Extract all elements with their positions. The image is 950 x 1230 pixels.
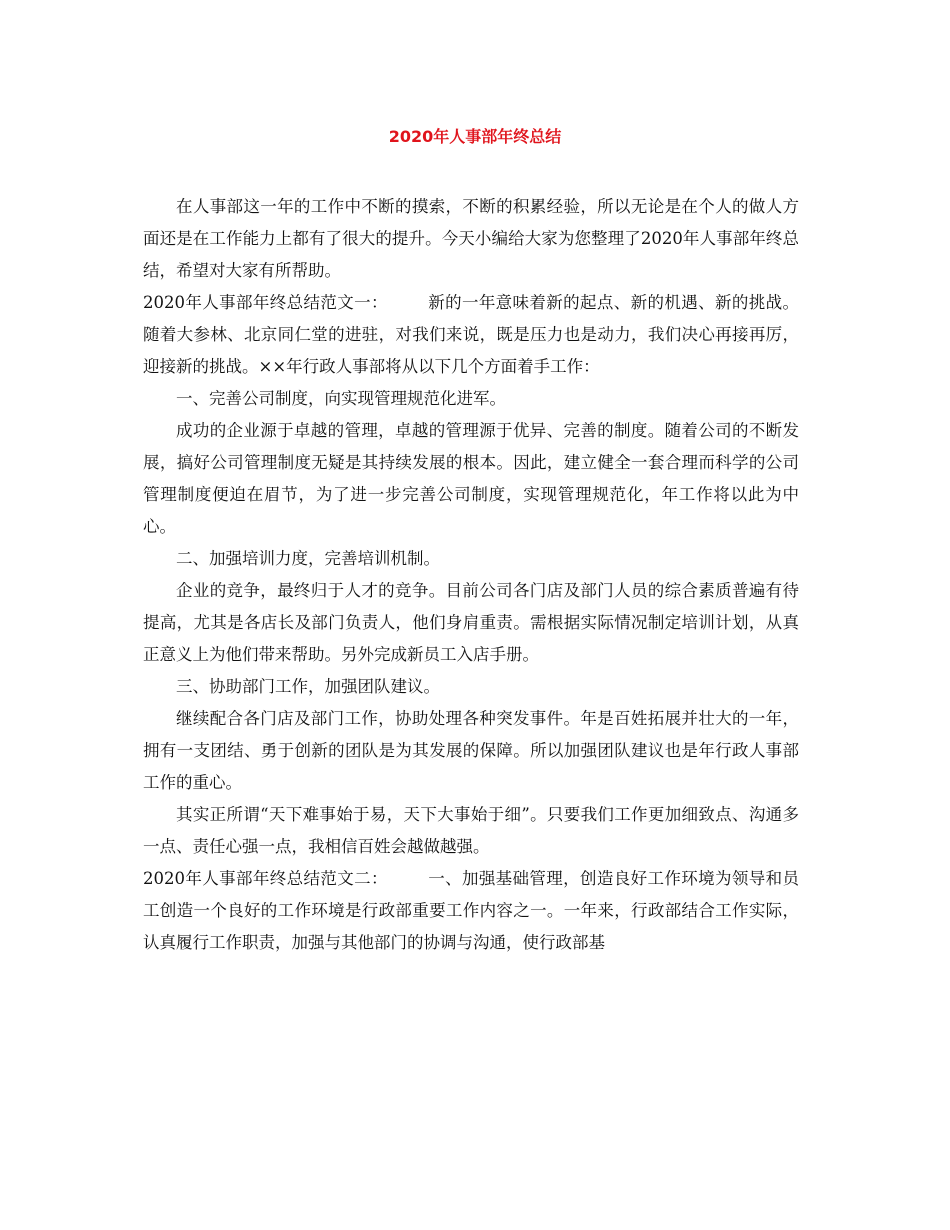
- document-title: 2020年人事部年终总结: [388, 127, 562, 146]
- sample-two-opening: 一、加强基础管理，创造良好工作环境为领导和员工创造一个良好的工作环境是行政部重要工作内容之一。一年来，行政部结合工作实际，认真履行工作职责，加强与其他部门的协调与沟通，使行政部基: [143, 869, 799, 952]
- paragraph-conclusion: 其实正所谓“天下难事始于易，天下大事始于细”。只要我们工作更加细致点、沟通多一点、责任心强一点，我相信百姓会越做越强。: [143, 805, 799, 856]
- sample-one-opening: 新的一年意味着新的起点、新的机遇、新的挑战。随着大参林、北京同仁堂的进驻，对我们来说，既是压力也是动力，我们决心再接再厉，迎接新的挑战。××年行政人事部将从以下几个方面着手工作：: [143, 293, 799, 376]
- sample-one-heading: 2020年人事部年终总结范文一：: [143, 293, 388, 312]
- paragraph-section-two: 企业的竞争，最终归于人才的竞争。目前公司各门店及部门人员的综合素质普遍有待提高，尤其是各店长及部门负责人，他们身肩重责。需根据实际情况制定培训计划，从真正意义上为他们带来帮助。另外完成新员工入店手册。: [143, 581, 799, 664]
- paragraph-sample-one: [143, 287, 799, 383]
- sample-two-heading: 2020年人事部年终总结范文二：: [143, 869, 388, 888]
- document-body: [143, 191, 799, 959]
- section-heading-one: 一、完善公司制度，向实现管理规范化进军。: [176, 389, 506, 408]
- paragraph-section-three: 继续配合各门店及部门工作，协助处理各种突发事件。年是百姓拓展并壮大的一年，拥有一支团结、勇于创新的团队是为其发展的保障。所以加强团队建议也是年行政人事部工作的重心。: [143, 709, 799, 792]
- paragraph-sample-two: [143, 863, 799, 959]
- section-heading-two: 二、加强培训力度，完善培训机制。: [176, 549, 440, 568]
- section-heading-three: 三、协助部门工作，加强团队建议。: [176, 677, 440, 696]
- paragraph-intro: 在人事部这一年的工作中不断的摸索，不断的积累经验，所以无论是在个人的做人方面还是在工作能力上都有了很大的提升。今天小编给大家为您整理了2020年人事部年终总结，希望对大家有所帮助。: [143, 197, 799, 280]
- paragraph-section-one: 成功的企业源于卓越的管理，卓越的管理源于优异、完善的制度。随着公司的不断发展，搞好公司管理制度无疑是其持续发展的根本。因此，建立健全一套合理而科学的公司管理制度便迫在眉节，为了进一步完善公司制度，实现管理规范化，年工作将以此为中心。: [143, 421, 799, 536]
